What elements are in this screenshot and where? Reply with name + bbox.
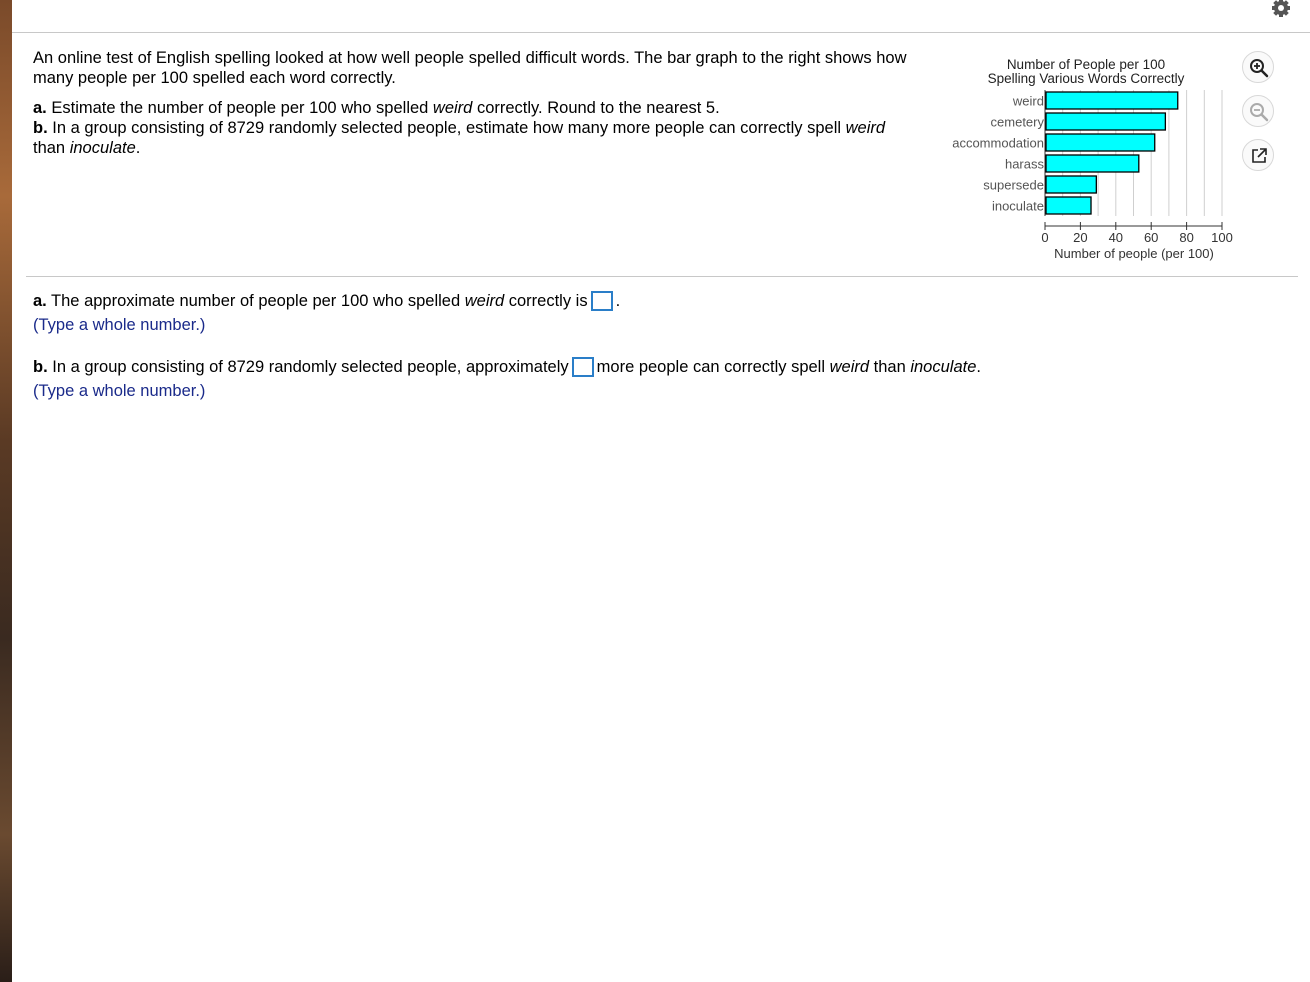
chart-x-tick-label: 60: [1143, 230, 1159, 245]
section-divider: [26, 276, 1298, 277]
answer-b-row: [33, 357, 981, 378]
chart-x-tick-label: 20: [1073, 230, 1088, 245]
bar-chart[interactable]: [930, 52, 1250, 272]
part-b-word-1: weird: [845, 119, 886, 137]
chart-x-tick-label: 40: [1108, 230, 1124, 245]
chart-x-tick-label: 100: [1211, 230, 1233, 245]
zoom-in-button[interactable]: [1242, 51, 1274, 83]
popout-icon: [1249, 146, 1269, 166]
answer-b-text-1: In a group consisting of 8729 randomly selected people, approximately: [47, 358, 569, 376]
chart-x-axis-title: Number of people (per 100): [1054, 246, 1214, 261]
part-a-text-1: Estimate the number of people per 100 who spelled: [46, 99, 433, 117]
part-a-label: a.: [33, 99, 47, 117]
chart-title-line-1: Number of People per 100: [1006, 57, 1166, 72]
answer-a-row: [33, 291, 620, 312]
chart-category-label: cemetery: [990, 114, 1044, 130]
background-strip: [0, 0, 12, 982]
chart-title-line-2: Spelling Various Words Correctly: [987, 71, 1185, 86]
chart-category-label: inoculate: [991, 198, 1044, 214]
question-part-b: [33, 118, 913, 158]
zoom-out-button[interactable]: [1242, 95, 1274, 127]
chart-category-label: supersede: [983, 177, 1044, 193]
chart-category-label: accommodation: [952, 135, 1044, 151]
answer-b-end: .: [976, 358, 981, 376]
part-b-label: b.: [33, 119, 48, 137]
part-b-text-1: In a group consisting of 8729 randomly selected people, estimate how many more people can correctly spell: [47, 119, 846, 137]
answer-a-label: a.: [33, 292, 47, 310]
answer-a-text-1: The approximate number of people per 100 who spelled: [46, 292, 465, 310]
chart-bar: [1046, 155, 1139, 172]
answer-a-hint: (Type a whole number.): [33, 316, 206, 334]
answer-b-text-2: more people can correctly spell: [596, 358, 830, 376]
settings-gear-icon[interactable]: [1266, 0, 1296, 22]
bar-chart-svg: [930, 52, 1250, 272]
answer-a-text-2: correctly is: [504, 292, 588, 310]
chart-category-label: weird: [1012, 93, 1044, 109]
zoom-out-icon: [1249, 102, 1269, 122]
answer-b-label: b.: [33, 358, 48, 376]
top-divider: [12, 32, 1310, 33]
popout-button[interactable]: [1242, 139, 1274, 171]
answer-a-input[interactable]: [591, 291, 613, 311]
chart-category-label: harass: [1004, 156, 1044, 172]
part-a-word: weird: [432, 99, 473, 117]
answer-a-end: .: [615, 292, 621, 310]
chart-x-tick-label: 0: [1041, 230, 1049, 245]
answer-b-word-1: weird: [829, 358, 870, 376]
answer-b-input[interactable]: [572, 357, 594, 377]
answer-b-text-3: than: [869, 358, 911, 376]
part-a-text-2: correctly. Round to the nearest 5.: [472, 99, 720, 117]
chart-bar: [1046, 197, 1091, 214]
question-part-a: [33, 98, 913, 118]
part-b-text-2: than: [33, 139, 70, 157]
chart-x-tick-label: 80: [1179, 230, 1194, 245]
zoom-in-icon: [1249, 58, 1269, 78]
chart-bar: [1046, 134, 1155, 151]
question-text: [33, 48, 913, 158]
chart-bar: [1046, 176, 1096, 193]
chart-bar: [1046, 113, 1165, 130]
answer-b-hint: (Type a whole number.): [33, 382, 206, 400]
answer-b-word-2: inoculate: [910, 358, 977, 376]
chart-bar: [1046, 92, 1178, 109]
part-b-text-3: .: [135, 139, 141, 157]
part-b-word-2: inoculate: [69, 139, 136, 157]
question-intro: An online test of English spelling looked at how well people spelled difficult words. The bar graph to the right shows how many people per 100 spelled each word correctly.: [33, 49, 907, 87]
answer-a-word: weird: [464, 292, 505, 310]
